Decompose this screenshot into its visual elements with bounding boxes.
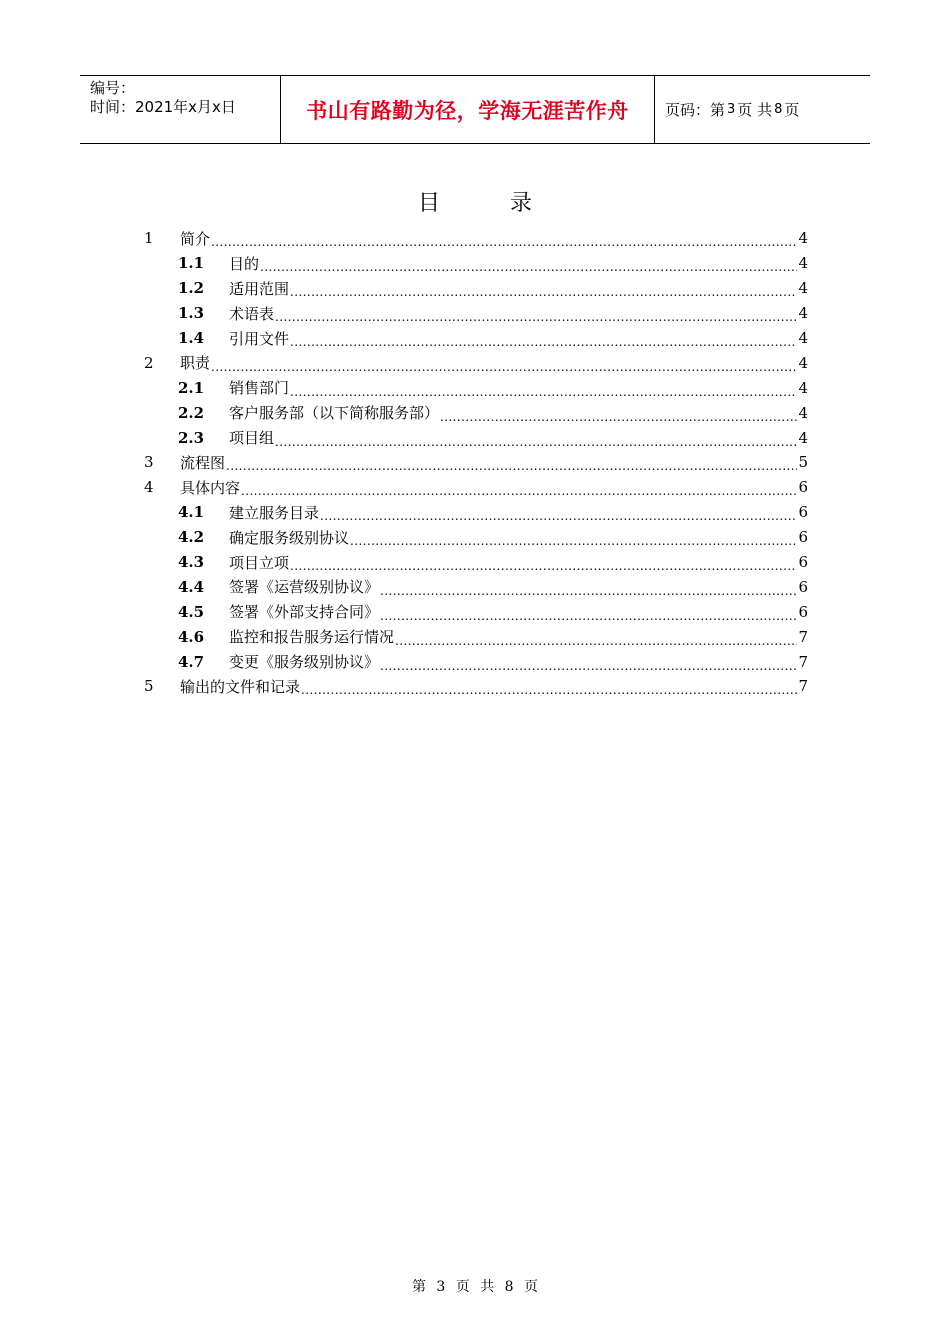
toc-entry-page: 4 — [798, 254, 808, 273]
footer-prefix: 第 — [411, 1279, 426, 1295]
toc-entry-label: 签署《运营级别协议》 — [229, 578, 380, 597]
page-label-suffix: 页 — [784, 101, 800, 119]
toc-entry-page: 4 — [798, 353, 808, 372]
code-label: 编号： — [90, 79, 136, 97]
footer-current-page: 3 — [436, 1279, 446, 1295]
toc-entry-number: 4.1 — [178, 503, 205, 522]
toc-dot-leader — [380, 656, 797, 674]
toc-entry-page: 4 — [798, 329, 808, 347]
toc-entry-number: 3 — [144, 453, 154, 472]
toc-entry-label: 术语表 — [229, 304, 275, 323]
toc-entry-number: 4.4 — [178, 577, 205, 596]
toc-entry-number: 4 — [144, 478, 154, 497]
toc-entry-page: 4 — [798, 279, 808, 298]
toc-entry[interactable] — [142, 500, 808, 525]
toc-entry-page: 5 — [798, 453, 808, 472]
toc-entry-page: 6 — [798, 602, 808, 621]
toc-entry-number: 1.2 — [178, 279, 205, 298]
footer-page-word: 页 — [455, 1279, 470, 1295]
toc-entry-page: 7 — [798, 627, 808, 646]
toc-entry-page: 7 — [798, 652, 808, 671]
toc-entry[interactable] — [142, 350, 808, 375]
page-total: 8 — [774, 102, 783, 117]
toc-entry-label: 变更《服务级别协议》 — [229, 653, 380, 672]
header-meta — [80, 76, 281, 143]
toc-entry[interactable] — [142, 375, 808, 400]
toc-dot-leader — [226, 456, 797, 474]
toc-entry-label: 适用范围 — [229, 279, 290, 298]
footer-total-word: 共 — [480, 1279, 495, 1295]
toc-entry[interactable] — [142, 624, 808, 649]
toc-entry-label: 确定服务级别协议 — [229, 528, 350, 547]
toc-title-right: 录 — [510, 191, 533, 216]
toc-entry-page: 4 — [798, 229, 808, 248]
toc-entry-label: 销售部门 — [229, 379, 290, 398]
toc-dot-leader — [320, 506, 797, 524]
toc-entry[interactable] — [142, 326, 808, 351]
toc-entry-number: 1 — [144, 229, 154, 248]
toc-entry-number: 2.1 — [178, 378, 205, 397]
toc-dot-leader — [275, 307, 797, 325]
toc-title — [0, 186, 950, 217]
toc-dot-leader — [395, 631, 797, 649]
page-header — [80, 75, 870, 144]
toc-entry-page: 6 — [798, 577, 808, 596]
toc-entry-page: 6 — [798, 528, 808, 547]
toc-entry-label: 目的 — [229, 254, 260, 273]
toc-dot-leader — [290, 282, 797, 300]
time-label: 时间：2021年x月x日 — [90, 98, 236, 116]
toc-entry[interactable] — [142, 400, 808, 425]
toc-entry-page: 7 — [798, 677, 808, 696]
toc-entry[interactable] — [142, 674, 808, 699]
toc-dot-leader — [260, 257, 797, 275]
toc-dot-leader — [350, 531, 797, 549]
toc-entry[interactable] — [142, 450, 808, 475]
page-label-prefix: 页码：第 — [665, 101, 726, 119]
toc-dot-leader — [380, 581, 797, 599]
toc-entry-label: 输出的文件和记录 — [180, 677, 301, 696]
toc-dot-leader — [275, 432, 797, 450]
toc-dot-leader — [380, 606, 797, 624]
toc-entry[interactable] — [142, 574, 808, 599]
toc-entry-number: 4.7 — [178, 652, 205, 671]
toc-entry-label: 具体内容 — [180, 478, 241, 497]
toc-entry[interactable] — [142, 276, 808, 301]
toc-entry-label: 签署《外部支持合同》 — [229, 603, 380, 622]
toc-entry-page: 4 — [798, 403, 808, 422]
toc-entry-label: 项目组 — [229, 429, 275, 448]
toc-dot-leader — [290, 382, 797, 400]
toc-entry-page: 6 — [798, 503, 808, 522]
toc-entry-page: 6 — [798, 478, 808, 497]
toc-entry-label: 引用文件 — [229, 329, 290, 348]
toc-entry-label: 流程图 — [180, 453, 226, 472]
footer-total-pages: 8 — [504, 1279, 514, 1295]
toc-entry-number: 1.4 — [178, 329, 205, 347]
toc-entry-label: 简介 — [180, 229, 211, 248]
toc-dot-leader — [211, 357, 797, 375]
toc-dot-leader — [241, 481, 797, 499]
toc-entry-number: 4.5 — [178, 602, 205, 621]
toc-entry-page: 4 — [798, 378, 808, 397]
toc-entry-page: 4 — [798, 428, 808, 447]
toc-entry[interactable] — [142, 525, 808, 550]
toc-dot-leader — [290, 556, 797, 574]
toc-entry-label: 项目立项 — [229, 553, 290, 572]
toc-entry[interactable] — [142, 301, 808, 326]
toc-entry-number: 4.6 — [178, 627, 205, 646]
toc-entry[interactable] — [142, 599, 808, 624]
toc-entry-number: 2.3 — [178, 428, 205, 447]
toc-entry[interactable] — [142, 649, 808, 674]
header-page-number — [655, 76, 870, 143]
footer-suffix: 页 — [524, 1279, 539, 1295]
toc-entry-page: 4 — [798, 304, 808, 323]
page-footer — [0, 1276, 950, 1296]
toc-entry-label: 监控和报告服务运行情况 — [229, 628, 395, 647]
table-of-contents — [142, 226, 808, 699]
toc-entry-number: 1.3 — [178, 304, 205, 323]
toc-entry-number: 2 — [144, 353, 154, 372]
toc-entry[interactable] — [142, 550, 808, 575]
page-current: 3 — [727, 102, 736, 117]
toc-dot-leader — [301, 680, 797, 698]
toc-title-left: 目 — [417, 191, 440, 216]
toc-entry[interactable] — [142, 226, 808, 251]
toc-dot-leader — [290, 332, 797, 350]
toc-dot-leader — [440, 407, 797, 425]
toc-entry-number: 4.2 — [178, 528, 205, 547]
toc-entry-label: 建立服务目录 — [229, 503, 320, 522]
toc-entry-number: 5 — [144, 677, 154, 696]
toc-entry-number: 1.1 — [178, 254, 205, 273]
toc-entry[interactable] — [142, 425, 808, 450]
toc-entry-label: 职责 — [180, 354, 211, 373]
toc-entry[interactable] — [142, 475, 808, 500]
toc-dot-leader — [211, 232, 797, 250]
header-motto: 书山有路勤为径，学海无涯苦作舟 — [281, 76, 655, 143]
toc-entry[interactable] — [142, 251, 808, 276]
page-label-mid: 页 共 — [737, 101, 773, 119]
toc-entry-page: 6 — [798, 553, 808, 572]
toc-entry-number: 4.3 — [178, 553, 205, 572]
toc-entry-number: 2.2 — [178, 403, 205, 422]
toc-entry-label: 客户服务部（以下简称服务部） — [229, 404, 440, 423]
